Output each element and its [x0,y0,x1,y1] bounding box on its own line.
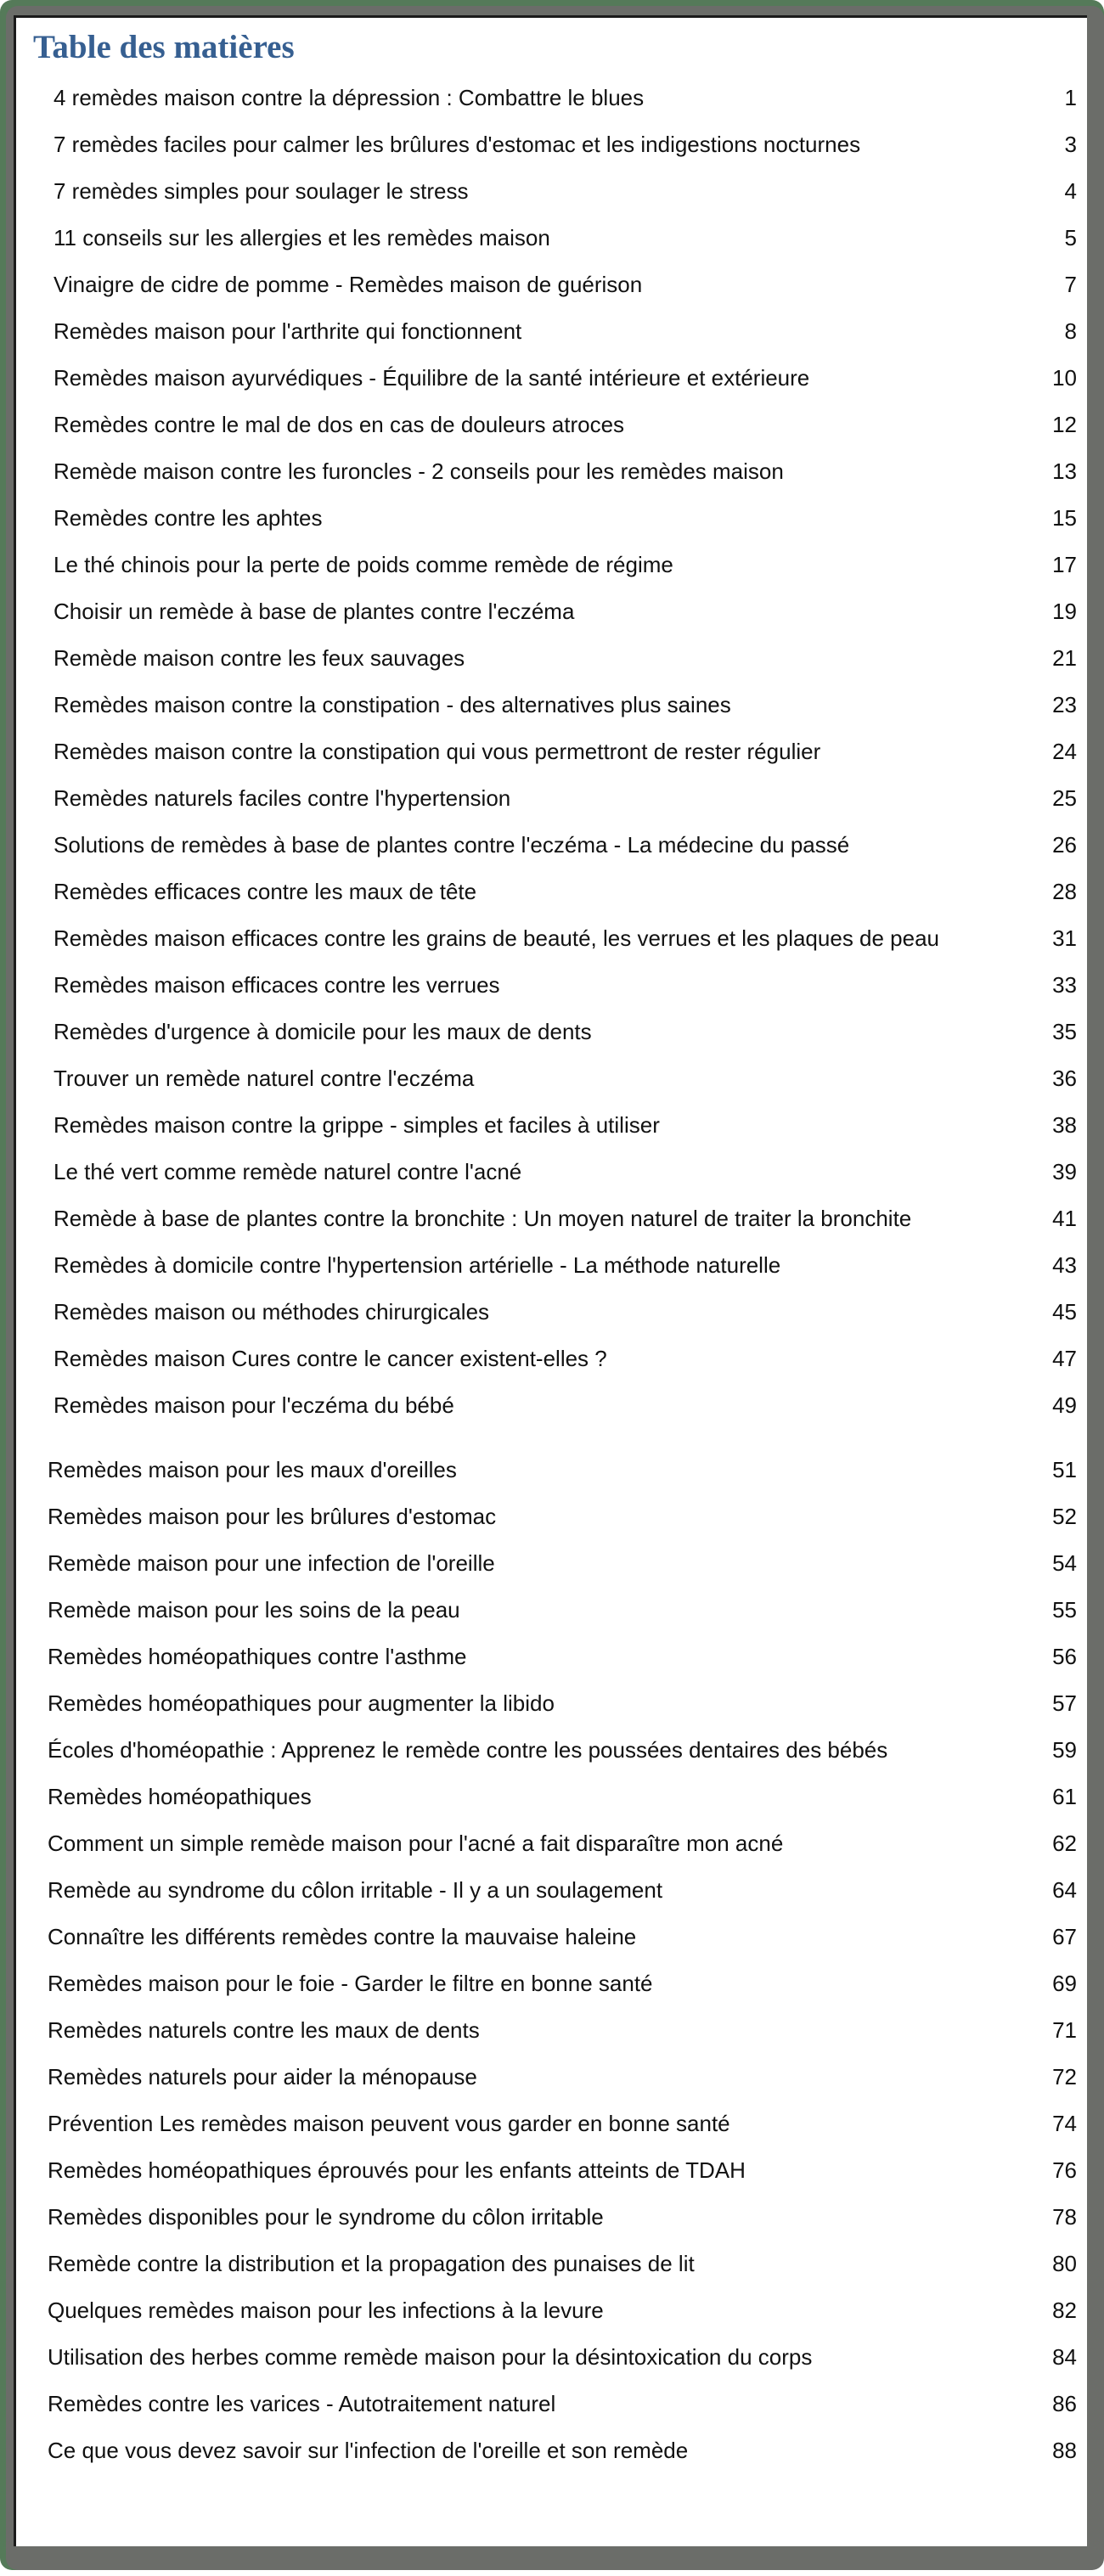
toc-entry-label: Remèdes maison efficaces contre les verrues [54,972,500,998]
toc-entry-label: Vinaigre de cidre de pomme - Remèdes maison de guérison [54,272,643,297]
toc-entry[interactable] [28,2112,1077,2136]
toc-entry[interactable] [28,273,1077,297]
toc-entry-label: Comment un simple remède maison pour l'acné a fait disparaître mon acné [48,1831,784,1856]
toc-entry-page-number: 1 [1064,85,1077,110]
toc-entry[interactable] [28,179,1077,204]
toc-entry-label: Écoles d'homéopathie : Apprenez le remède contre les poussées dentaires des bébés [48,1737,888,1763]
toc-entry-page-number: 76 [1052,2157,1077,2183]
toc-entry[interactable] [28,506,1077,531]
toc-entry-page-number: 21 [1052,645,1077,671]
toc-entry[interactable] [28,926,1077,951]
toc-entry-page-number: 55 [1052,1597,1077,1623]
toc-entry[interactable] [28,1878,1077,1903]
toc-entry-label: Ce que vous devez savoir sur l'infection de l'oreille et son remède [48,2438,689,2463]
toc-entry-page-number: 69 [1052,1971,1077,1996]
toc-entry-label: Remède maison contre les feux sauvages [54,645,465,671]
toc-entry[interactable] [28,2392,1077,2416]
toc-entry-page-number: 52 [1052,1504,1077,1529]
toc-entry-page-number: 25 [1052,785,1077,811]
toc-entry-page-number: 35 [1052,1019,1077,1044]
toc-entry[interactable] [28,2205,1077,2230]
toc-entry-label: Le thé chinois pour la perte de poids comme remède de régime [54,552,673,577]
toc-entry-page-number: 4 [1064,178,1077,204]
toc-entry-label: Remède maison pour les soins de la peau [48,1597,460,1623]
toc-entry-page-number: 72 [1052,2064,1077,2089]
toc-entry[interactable] [28,1393,1077,1418]
page-frame [6,6,1104,2570]
toc-entry-label: Remèdes maison Cures contre le cancer existent-elles ? [54,1346,607,1371]
toc-entry-label: Remèdes contre les aphtes [54,505,323,531]
toc-entry-page-number: 13 [1052,458,1077,484]
toc-entry[interactable] [28,833,1077,858]
toc-entry-page-number: 19 [1052,599,1077,624]
toc-entry-label: Solutions de remèdes à base de plantes contre l'eczéma - La médecine du passé [54,832,850,858]
toc-entry-page-number: 84 [1052,2344,1077,2370]
toc-entry-label: Remèdes contre le mal de dos en cas de douleurs atroces [54,412,625,437]
toc-entry[interactable] [28,1066,1077,1091]
toc-entry-page-number: 26 [1052,832,1077,858]
toc-entry-page-number: 67 [1052,1924,1077,1949]
toc-entry[interactable] [28,553,1077,577]
toc-entry-page-number: 86 [1052,2391,1077,2416]
toc-entry-label: 11 conseils sur les allergies et les remèdes maison [54,225,550,250]
toc-entry-label: Remèdes maison contre la grippe - simples et faciles à utiliser [54,1112,660,1138]
toc-entry-page-number: 88 [1052,2438,1077,2463]
toc-entry[interactable] [28,1645,1077,1669]
toc-entry-label: Prévention Les remèdes maison peuvent vous garder en bonne santé [48,2111,730,2136]
toc-entry[interactable] [28,1505,1077,1529]
toc-entry-page-number: 28 [1052,879,1077,904]
toc-entry-label: Remèdes maison pour les brûlures d'estomac [48,1504,497,1529]
toc-entry-label: Remèdes maison contre la constipation qui vous permettront de rester régulier [54,739,821,764]
toc-entry-page-number: 3 [1064,132,1077,157]
toc-entry-page-number: 33 [1052,972,1077,998]
toc-entry-page-number: 57 [1052,1690,1077,1716]
toc-entry-page-number: 36 [1052,1066,1077,1091]
toc-entry-label: Remèdes maison pour le foie - Garder le filtre en bonne santé [48,1971,653,1996]
toc-entry-label: Remèdes maison efficaces contre les grains de beauté, les verrues et les plaques de peau [54,925,940,951]
toc-entry-page-number: 62 [1052,1831,1077,1856]
toc-entry-label: Trouver un remède naturel contre l'eczéma [54,1066,475,1091]
toc-entry-label: Remèdes homéopathiques éprouvés pour les enfants atteints de TDAH [48,2157,746,2183]
toc-entry[interactable] [28,2298,1077,2323]
toc-entry[interactable] [28,740,1077,764]
toc-entry[interactable] [28,646,1077,671]
toc-entry-label: Remèdes d'urgence à domicile pour les maux de dents [54,1019,592,1044]
toc-entry[interactable] [28,366,1077,391]
toc-entry-label: Remèdes maison pour l'eczéma du bébé [54,1392,454,1418]
toc-entry[interactable] [28,226,1077,250]
toc-entry-page-number: 80 [1052,2251,1077,2276]
toc-entry-page-number: 7 [1064,272,1077,297]
toc-entry-page-number: 43 [1052,1252,1077,1278]
toc-entry[interactable] [28,786,1077,811]
toc-entry-label: Remède maison contre les furoncles - 2 conseils pour les remèdes maison [54,458,784,484]
toc-entry[interactable] [28,1831,1077,1856]
toc-entry[interactable] [28,880,1077,904]
toc-entry-label: 7 remèdes faciles pour calmer les brûlures d'estomac et les indigestions nocturnes [54,132,861,157]
toc-entry-page-number: 54 [1052,1550,1077,1576]
toc-entry-page-number: 78 [1052,2204,1077,2230]
toc-entry-label: Quelques remèdes maison pour les infections à la levure [48,2298,604,2323]
toc-entry-label: Remèdes homéopathiques pour augmenter la libido [48,1690,555,1716]
toc-entry-label: Remèdes naturels contre les maux de dents [48,2017,480,2043]
toc-entry-page-number: 45 [1052,1299,1077,1325]
toc-entry[interactable] [28,1253,1077,1278]
toc-entry-label: Remède au syndrome du côlon irritable - Il y a un soulagement [48,1877,663,1903]
toc-entry-page-number: 8 [1064,318,1077,344]
toc-entry[interactable] [28,1598,1077,1623]
toc-entry[interactable] [28,1971,1077,1996]
page-title: Table des matières [33,29,295,65]
toc-entry-label: Remèdes efficaces contre les maux de tête [54,879,477,904]
toc-section-2 [28,1458,1077,2463]
toc-entry-page-number: 71 [1052,2017,1077,2043]
toc-entry-label: Remèdes maison ou méthodes chirurgicales [54,1299,490,1325]
toc-entry-label: Remèdes à domicile contre l'hypertension artérielle - La méthode naturelle [54,1252,781,1278]
toc-entry-label: Remèdes maison contre la constipation - des alternatives plus saines [54,692,731,717]
toc-entry[interactable] [28,1691,1077,1716]
toc-entry-label: Remèdes homéopathiques contre l'asthme [48,1644,467,1669]
toc-entry[interactable] [28,132,1077,157]
toc-entry-page-number: 82 [1052,2298,1077,2323]
toc-entry[interactable] [28,1785,1077,1809]
toc-entry-page-number: 59 [1052,1737,1077,1763]
toc-entry[interactable] [28,1300,1077,1325]
toc-entry[interactable] [28,1925,1077,1949]
toc-entry-label: Remèdes naturels pour aider la ménopause [48,2064,477,2089]
toc-entry-label: Remèdes naturels faciles contre l'hypertension [54,785,511,811]
toc-entry-page-number: 49 [1052,1392,1077,1418]
toc-section-1 [28,86,1077,1418]
toc-entry-label: Utilisation des herbes comme remède maison pour la désintoxication du corps [48,2344,813,2370]
toc-entry-label: Choisir un remède à base de plantes contre l'eczéma [54,599,575,624]
toc-entry[interactable] [28,1551,1077,1576]
toc-entry[interactable] [28,1347,1077,1371]
toc-entry[interactable] [28,693,1077,717]
toc-entry[interactable] [28,2252,1077,2276]
toc-entry-label: Le thé vert comme remède naturel contre l'acné [54,1159,522,1184]
toc-entry-label: Remèdes homéopathiques [48,1784,312,1809]
toc-entry[interactable] [28,413,1077,437]
toc-entry-page-number: 47 [1052,1346,1077,1371]
toc-entry-label: 7 remèdes simples pour soulager le stress [54,178,469,204]
toc-entry-label: Remède contre la distribution et la propagation des punaises de lit [48,2251,695,2276]
toc-entry-label: Remèdes maison pour l'arthrite qui fonctionnent [54,318,522,344]
toc-entry[interactable] [28,319,1077,344]
toc-entry-page-number: 17 [1052,552,1077,577]
toc-entry-label: Remède maison pour une infection de l'oreille [48,1550,495,1576]
toc-entry-page-number: 23 [1052,692,1077,717]
toc-entry[interactable] [28,1738,1077,1763]
toc-entry-page-number: 61 [1052,1784,1077,1809]
toc-entry[interactable] [28,2018,1077,2043]
toc-entry[interactable] [28,86,1077,110]
toc-entry-page-number: 38 [1052,1112,1077,1138]
toc-entry[interactable] [28,2158,1077,2183]
toc-entry[interactable] [28,1206,1077,1231]
toc-entry[interactable] [28,599,1077,624]
toc-entry-page-number: 10 [1052,365,1077,391]
toc-entry[interactable] [28,2345,1077,2370]
toc-entry-page-number: 51 [1052,1457,1077,1482]
toc-entry-label: Remèdes contre les varices - Autotraitement naturel [48,2391,556,2416]
toc-entry-label: Remèdes maison pour les maux d'oreilles [48,1457,457,1482]
toc-entry-page-number: 39 [1052,1159,1077,1184]
toc-entry[interactable] [28,2438,1077,2463]
toc-entry[interactable] [28,973,1077,998]
toc-entry-page-number: 5 [1064,225,1077,250]
toc-entry[interactable] [28,459,1077,484]
toc-entry-page-number: 74 [1052,2111,1077,2136]
toc-entry-page-number: 41 [1052,1206,1077,1231]
toc-entry[interactable] [28,1458,1077,1482]
toc-entry-page-number: 56 [1052,1644,1077,1669]
toc-entry-page-number: 31 [1052,925,1077,951]
toc-entry[interactable] [28,2065,1077,2089]
toc-entry-page-number: 24 [1052,739,1077,764]
toc-entry[interactable] [28,1020,1077,1044]
toc-entry-label: 4 remèdes maison contre la dépression : Combattre le blues [54,85,645,110]
toc-entry[interactable] [28,1113,1077,1138]
toc-entry-label: Connaître les différents remèdes contre la mauvaise haleine [48,1924,637,1949]
toc-entry-page-number: 15 [1052,505,1077,531]
toc-entry-label: Remèdes disponibles pour le syndrome du côlon irritable [48,2204,604,2230]
toc-entry-label: Remède à base de plantes contre la bronchite : Un moyen naturel de traiter la bronchite [54,1206,912,1231]
toc-box [14,15,1087,2546]
toc-entry-page-number: 12 [1052,412,1077,437]
toc-entry-page-number: 64 [1052,1877,1077,1903]
toc-entry-label: Remèdes maison ayurvédiques - Équilibre de la santé intérieure et extérieure [54,365,810,391]
toc-entry[interactable] [28,1160,1077,1184]
